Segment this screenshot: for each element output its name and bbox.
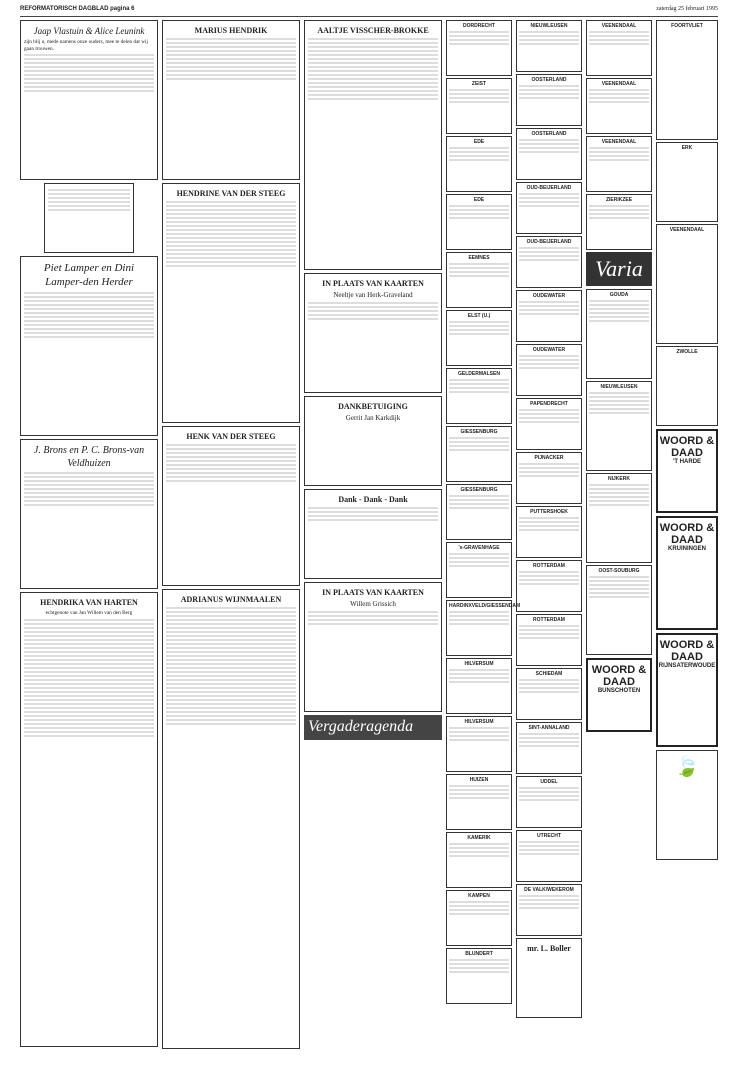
church-notice: PIJNACKER (516, 452, 582, 504)
church-notice: NIEUWLEUSEN (516, 20, 582, 72)
column-4 (446, 20, 521, 1058)
church-notice: OOST-SOUBURG (586, 565, 652, 655)
ad-title: Jaap Vlastuin & Alice Leunink (33, 26, 145, 36)
church-notice: OUDEWATER (516, 344, 582, 396)
ad-henk (162, 426, 300, 586)
church-notice: ZIERIKZEE (586, 194, 652, 250)
church-notice: DORDRECHT (446, 20, 512, 76)
ad-subtitle: echtgenote van Jan Willem van den Berg (45, 610, 133, 616)
ad-marius (162, 20, 300, 180)
church-notice: HARDINXVELD/GIESSENDAM (446, 600, 512, 656)
ad-title: J. Brons en P. C. Brons-van Veldhuizen (33, 445, 145, 469)
church-notice: ELST (U.) (446, 310, 512, 366)
church-notice: OOSTERLAND (516, 74, 582, 126)
church-notice: GIESSENBURG (446, 484, 512, 540)
church-notice: 's-GRAVENHAGE (446, 542, 512, 598)
church-notice: VEENENDAAL (656, 224, 718, 344)
leaf-icon: 🍃 (674, 754, 700, 778)
ad-grissich (304, 582, 442, 712)
church-notice: EDE (446, 194, 512, 250)
varia-banner: Varia (586, 252, 652, 286)
church-notice: UTRECHT (516, 830, 582, 882)
church-notice: BLUNDERT (446, 948, 512, 1004)
church-notice: FOORTVLIET (656, 20, 718, 140)
church-notice: PAPENDRECHT (516, 398, 582, 450)
church-notice: DE VALK/WEKEROM (516, 884, 582, 936)
ad-vlastuin (20, 20, 158, 180)
ad-title: MARIUS HENDRIK (194, 26, 268, 35)
church-notice: HILVERSUM (446, 658, 512, 714)
church-notice: PUTTERSHOEK (516, 506, 582, 558)
ad-visscher (304, 20, 442, 270)
church-notice: VEENENDAAL (586, 20, 652, 76)
church-notice: ERK (656, 142, 718, 222)
church-notice: UDDEL (516, 776, 582, 828)
church-notice: OUD-BEIJERLAND (516, 236, 582, 288)
church-notice: KAMPEN (446, 890, 512, 946)
ad-text: zijn blij u, mede namens onze ouders, mee te delen dat wij gaan trouwen. (24, 39, 148, 52)
ad-name: Neeltje van Herk-Graveland (333, 291, 413, 299)
column-2 (162, 20, 300, 1058)
church-notice: OUD-BEIJERLAND (516, 182, 582, 234)
church-notice: ROTTERDAM (516, 614, 582, 666)
ad-title: Piet Lamper en Dini Lamper-den Herder (43, 262, 135, 288)
church-notice: ZWOLLE (656, 346, 718, 426)
ad-van-herk (304, 273, 442, 393)
ad-title: IN PLAATS VAN KAARTEN (322, 279, 424, 288)
ad-title: HENDRINE VAN DER STEEG (176, 189, 286, 198)
church-notice: SINT-ANNALAND (516, 722, 582, 774)
church-notice: GIESSENBURG (446, 426, 512, 482)
ad-wijnmaalen (162, 589, 300, 1049)
church-notice: KAMERIK (446, 832, 512, 888)
ad-name: Willem Grissich (350, 600, 396, 608)
ad-boller: mr. L. Boller (516, 938, 582, 1018)
woord-en-daad-logo: WOORD & DAAD RIJNSATERWOUDE (656, 633, 718, 747)
ad-title: Dank - Dank - Dank (338, 495, 408, 504)
ad-title: AALTJE VISSCHER-BROKKE (317, 26, 429, 35)
header-left: REFORMATORISCH DAGBLAD pagina 6 (20, 6, 135, 12)
ad-small-1 (44, 183, 134, 253)
church-notice: HUIZEN (446, 774, 512, 830)
church-notice: ROTTERDAM (516, 560, 582, 612)
church-notice: VEENENDAAL (586, 78, 652, 134)
woord-en-daad-logo: WOORD & DAAD 'T HARDE (656, 429, 718, 513)
column-1 (20, 20, 158, 1058)
ad-lamper (20, 256, 158, 436)
church-notice: GOUDA (586, 289, 652, 379)
church-notice: VEENENDAAL (586, 136, 652, 192)
church-notice: OOSTERLAND (516, 128, 582, 180)
ad-title: IN PLAATS VAN KAARTEN (322, 588, 424, 597)
column-6 (586, 20, 652, 1058)
ad-title: HENDRIKA VAN HARTEN (40, 598, 138, 607)
ad-harten (20, 592, 158, 1047)
ad-title: DANKBETUIGING (338, 402, 408, 411)
page-header (20, 6, 718, 17)
ad-brons (20, 439, 158, 589)
ad-karkdijk (304, 396, 442, 486)
column-5 (516, 20, 582, 1058)
ad-name: Gerrit Jan Karkdijk (345, 414, 401, 422)
ad-hendrine (162, 183, 300, 423)
column-7 (656, 20, 718, 1058)
ad-small-logo (656, 750, 718, 860)
church-notice: NIJKERK (586, 473, 652, 563)
church-notice: EEMNES (446, 252, 512, 308)
vergaderagenda-banner: Vergaderagenda (304, 715, 442, 740)
header-right: zaterdag 25 februari 1995 (656, 6, 718, 12)
church-notice: HILVERSUM (446, 716, 512, 772)
church-notice: ZEIST (446, 78, 512, 134)
church-notice: SCHIEDAM (516, 668, 582, 720)
church-notice: EDE (446, 136, 512, 192)
church-notice: GELDERMALSEN (446, 368, 512, 424)
ad-dank (304, 489, 442, 579)
church-notice: OUDEWATER (516, 290, 582, 342)
woord-en-daad-logo: WOORD & DAAD KRUININGEN (656, 516, 718, 630)
ad-title: HENK VAN DER STEEG (186, 432, 276, 441)
column-3 (304, 20, 442, 1058)
woord-en-daad-logo: WOORD & DAAD BUNSCHOTEN (586, 658, 652, 732)
church-notice: NIEUWLEUSEN (586, 381, 652, 471)
ad-title: ADRIANUS WIJNMAALEN (180, 595, 282, 604)
